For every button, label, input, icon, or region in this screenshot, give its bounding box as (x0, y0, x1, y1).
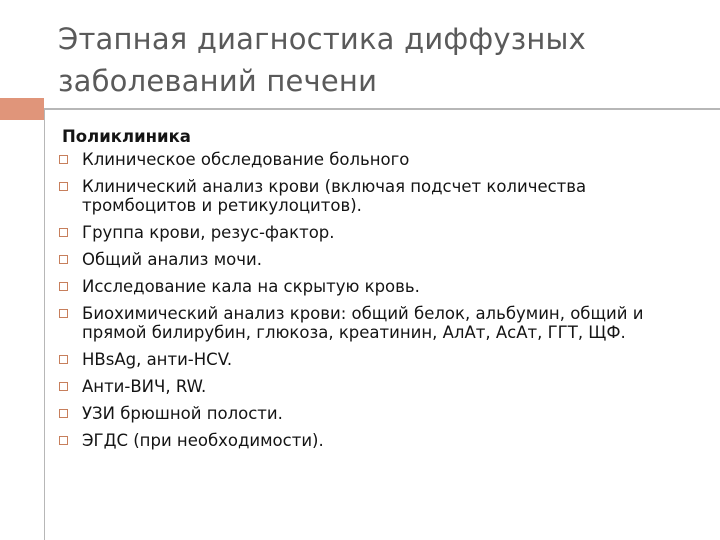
square-bullet-icon (59, 309, 68, 318)
square-bullet-icon (59, 409, 68, 418)
list-item (58, 177, 698, 215)
list-item-text: HBsAg, анти-HCV. (82, 350, 233, 369)
square-bullet-icon (59, 155, 68, 164)
list-item (58, 377, 698, 396)
diagnostic-list (58, 150, 698, 450)
square-bullet-icon (59, 282, 68, 291)
section-heading: Поликлиника (62, 127, 191, 146)
list-item (58, 304, 698, 342)
slide-title: Этапная диагностика диффузных заболеваний печени (58, 22, 586, 98)
square-bullet-icon (59, 355, 68, 364)
square-bullet-icon (59, 436, 68, 445)
list-item-text: Общий анализ мочи. (82, 250, 262, 269)
square-bullet-icon (59, 255, 68, 264)
list-item-text: УЗИ брюшной полости. (82, 404, 283, 423)
list-item-text: Биохимический анализ крови: общий белок, альбумин, общий и прямой билирубин, глюкоза, креатинин, АлАт, АсАт, ГГТ, ЩФ. (82, 304, 644, 342)
list-item-text: ЭГДС (при необходимости). (82, 431, 324, 450)
list-item-text: Клинический анализ крови (включая подсчет количества тромбоцитов и ретикулоцитов). (82, 177, 587, 215)
list-item (58, 350, 698, 369)
list-item (58, 150, 698, 169)
list-item (58, 431, 698, 450)
list-item-text: Исследование кала на скрытую кровь. (82, 277, 420, 296)
list-item-text: Клиническое обследование больного (82, 150, 410, 169)
title-divider (44, 108, 720, 110)
list-item-text: Анти-ВИЧ, RW. (82, 377, 207, 396)
square-bullet-icon (59, 382, 68, 391)
content-left-rule (44, 108, 45, 540)
title-accent-block (0, 98, 44, 120)
list-item (58, 277, 698, 296)
list-item (58, 250, 698, 269)
list-item-text: Группа крови, резус-фактор. (82, 223, 335, 242)
slide-content (58, 126, 698, 458)
square-bullet-icon (59, 228, 68, 237)
list-item (58, 404, 698, 423)
list-item (58, 223, 698, 242)
square-bullet-icon (59, 182, 68, 191)
